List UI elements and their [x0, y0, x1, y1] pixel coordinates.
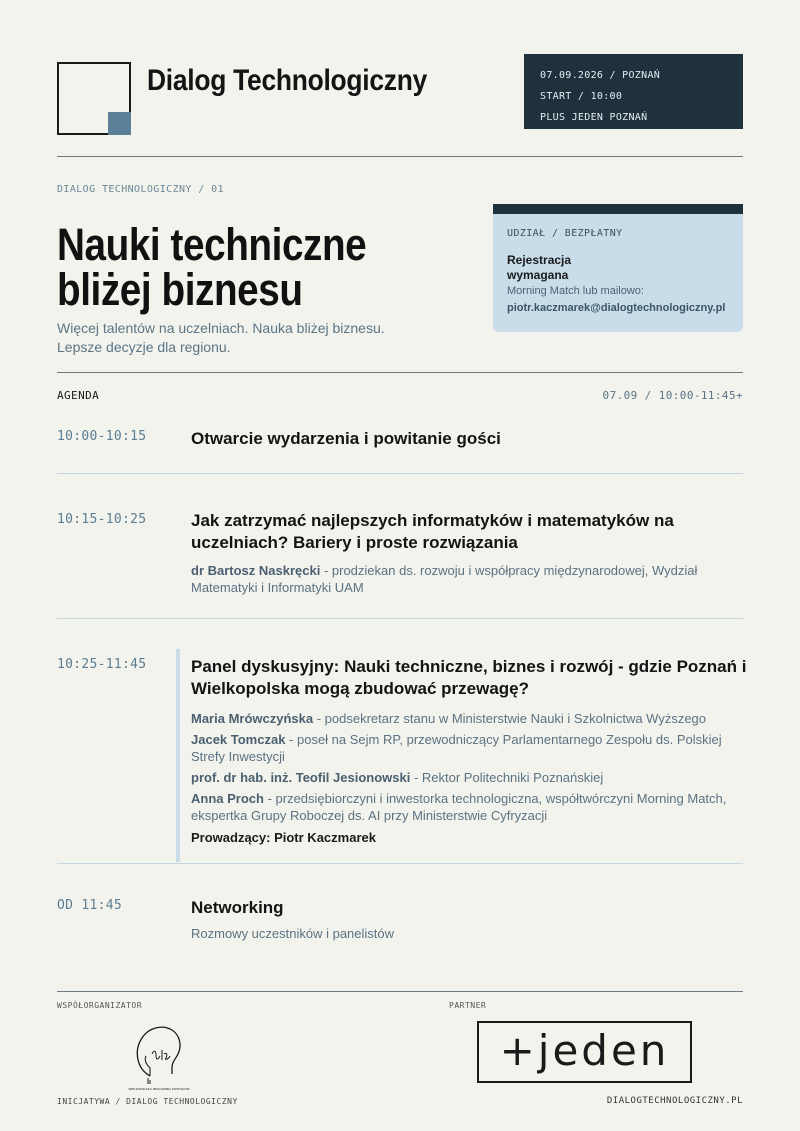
agenda-item-title: Panel dyskusyjny: Nauki techniczne, biznes i rozwój - gdzie Poznań i Wielkopolska mogą zbudować przewagę?: [191, 657, 747, 698]
title-line-2: bliżej biznesu: [57, 264, 303, 315]
registration-heading: Rejestracja wymagana: [507, 253, 572, 282]
info-date-place: 07.09.2026 / POZNAŃ: [540, 70, 661, 81]
panelist: [191, 731, 741, 765]
footer-initiative: INICJATYWA / DIALOG TECHNOLOGICZNY: [57, 1097, 238, 1106]
panelist-role: - przedsiębiorczyni i inwestorka technologiczna, współtwórczyni Morning Match, ekspertka Grupy Roboczej ds. AI przy Ministerstwie Cyfryzacji: [191, 791, 727, 823]
coorganizer-logo-text: WIELKOPOLSKA PRACOWNIA POMYSŁÓW: [128, 1087, 190, 1091]
agenda-time: 10:00-10:15: [57, 429, 147, 444]
panel-highlight-bar: [176, 649, 180, 862]
panelist: [191, 769, 741, 786]
coorganizer-logo: [128, 1020, 190, 1092]
series-label: DIALOG TECHNOLOGICZNY / 01: [57, 184, 224, 195]
header-divider: [57, 156, 743, 157]
logo-mark: [57, 62, 131, 135]
agenda-time: OD 11:45: [57, 898, 123, 913]
agenda-item-speaker: [191, 562, 711, 596]
speaker-name: dr Bartosz Naskręcki: [191, 563, 321, 578]
agenda-item-desc: Rozmowy uczestników i panelistów: [191, 926, 395, 941]
partner-label: PARTNER: [449, 1001, 487, 1010]
panelist-name: Maria Mrówczyńska: [191, 711, 314, 726]
registration-label: UDZIAŁ / BEZPŁATNY: [507, 228, 623, 239]
logo-accent-square: [108, 112, 131, 135]
panel-moderator: Prowadzący: Piotr Kaczmarek: [191, 830, 376, 845]
footer-website-link[interactable]: DIALOGTECHNOLOGICZNY.PL: [606, 1096, 743, 1106]
agenda-time: 10:15-10:25: [57, 512, 147, 527]
panelist-role: - poseł na Sejm RP, przewodniczący Parlamentarnego Zespołu ds. Polskiej Strefy Inwestycji: [191, 732, 722, 764]
panelist-name: Jacek Tomczak: [191, 732, 286, 747]
registration-desc: Morning Match lub mailowo:: [507, 285, 644, 297]
agenda-divider: [57, 618, 743, 619]
coorganizer-label: WSPÓŁORGANIZATOR: [57, 1001, 143, 1010]
agenda-item-title: Networking: [191, 898, 284, 917]
footer-divider: [57, 991, 743, 992]
subtitle-line-1: Więcej talentów na uczelniach. Nauka bliżej biznesu.: [57, 320, 385, 336]
info-venue: PLUS JEDEN POZNAŃ: [540, 112, 648, 123]
registration-card: [493, 204, 743, 332]
hero-divider: [57, 372, 743, 373]
agenda-meta: 07.09 / 10:00-11:45+: [602, 389, 743, 402]
info-start-time: START / 10:00: [540, 91, 623, 102]
registration-email-link[interactable]: piotr.kaczmarek@dialogtechnologiczny.pl: [507, 302, 726, 314]
agenda-divider: [57, 473, 743, 474]
speaker-role: - prodziekan ds. rozwoju i współpracy międzynarodowej, Wydział Matematyki i Informatyki UAM: [191, 563, 698, 595]
subtitle-line-2: Lepsze decyzje dla regionu.: [57, 339, 231, 355]
panelist-name: Anna Proch: [191, 791, 264, 806]
title-line-1: Nauki techniczne: [57, 219, 367, 270]
brand-title: Dialog Technologiczny: [147, 64, 427, 97]
event-info-box: [524, 54, 743, 129]
panelist: [191, 710, 741, 727]
page-title: [57, 219, 461, 315]
agenda-label: AGENDA: [57, 389, 100, 402]
partner-logo-text: +jeden: [499, 1025, 670, 1075]
agenda-time: 10:25-11:45: [57, 657, 147, 672]
panelist-role: - podsekretarz stanu w Ministerstwie Nauki i Szkolnictwa Wyższego: [313, 711, 707, 726]
panelist: [191, 790, 741, 824]
partner-logo[interactable]: [477, 1021, 692, 1083]
panelist-name: prof. dr hab. inż. Teofil Jesionowski: [191, 770, 411, 785]
agenda-item-title: Jak zatrzymać najlepszych informatyków i matematyków na uczelniach? Bariery i proste rozwiązania: [191, 511, 674, 552]
agenda-item-title: Otwarcie wydarzenia i powitanie gości: [191, 429, 501, 448]
agenda-divider: [57, 863, 743, 864]
panelist-role: - Rektor Politechniki Poznańskiej: [410, 770, 604, 785]
